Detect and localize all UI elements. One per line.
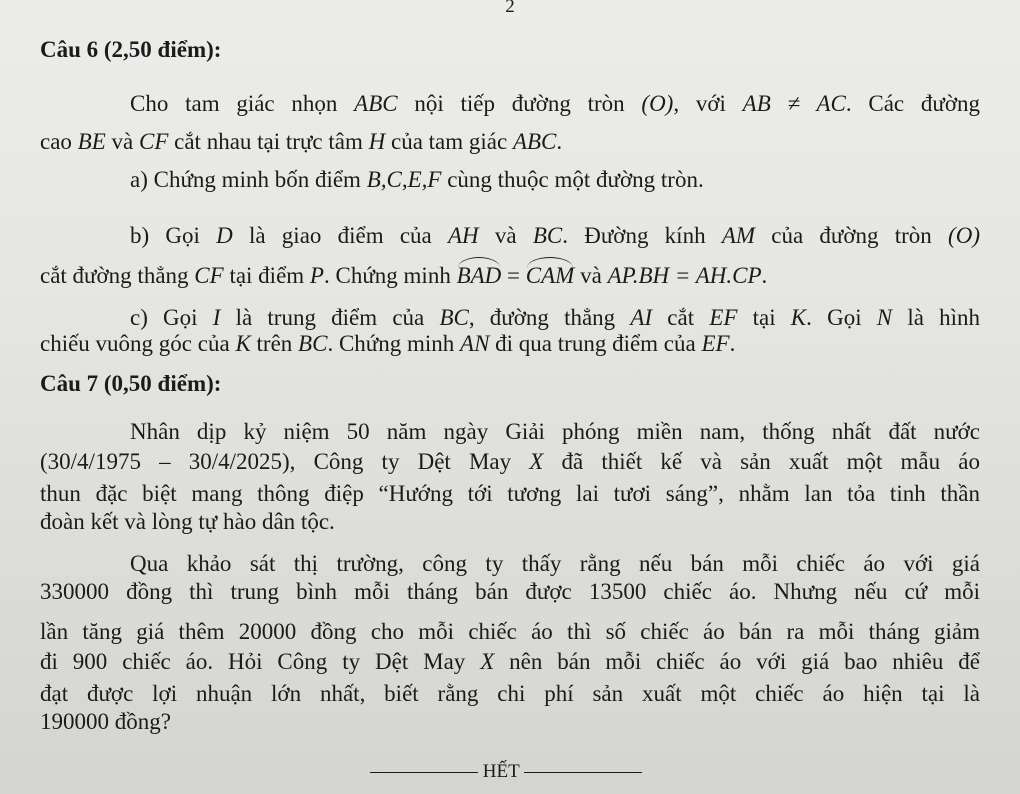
text-run: cùng thuộc một đường tròn.: [441, 167, 704, 192]
math-expression: EF: [701, 331, 730, 356]
q6-intro-line-1: [130, 90, 980, 118]
text-run: , đường thẳng: [468, 305, 631, 330]
text-run: . Chứng minh: [327, 331, 461, 356]
q7-para-2-line-3: [40, 618, 980, 646]
q6-part-c-line-2: [40, 330, 735, 358]
end-rule-right: [524, 772, 642, 773]
text-run: cắt: [652, 305, 710, 330]
page-number: 2: [505, 0, 515, 17]
text-run: đi 900 chiếc áo. Hỏi Công ty Dệt May: [40, 649, 481, 674]
math-expression: I: [212, 305, 221, 330]
q7-para-1-line-3: [40, 480, 980, 508]
text-run: . Đường kính: [562, 223, 722, 248]
text-run: của đường tròn: [755, 223, 949, 248]
q7-para-2-line-6: [40, 708, 171, 736]
text-run: là giao điểm của: [232, 223, 448, 248]
q7-para-2-line-5: [40, 680, 980, 708]
q7-para-1-line-4: [40, 508, 335, 536]
text-run: 330000 đồng thì trung bình mỗi tháng bán được 13500 chiếc áo. Nhưng nếu cứ mỗi: [40, 579, 980, 604]
q6-part-b-line-2: [40, 262, 767, 290]
end-rule-left: [370, 772, 478, 773]
q6-part-a: [130, 166, 704, 194]
text-run: nội tiếp đường tròn: [397, 91, 642, 116]
math-expression: AH: [448, 223, 479, 248]
text-run: trên: [250, 331, 299, 356]
math-expression: X: [529, 449, 544, 474]
math-expression: AP.BH = AH.CP: [607, 263, 762, 288]
text-run: a) Chứng minh bốn điểm: [130, 167, 367, 192]
end-text: HẾT: [482, 761, 520, 782]
q7-para-2-line-4: [40, 648, 980, 676]
text-run: cắt đường thẳng: [40, 263, 195, 288]
math-expression: D: [216, 223, 233, 248]
text-run: đi qua trung điểm của: [489, 331, 702, 356]
text-run: Cho tam giác nhọn: [130, 91, 355, 116]
question-7-heading: Câu 7 (0,50 điểm):: [40, 371, 222, 396]
math-expression: (O): [948, 223, 980, 248]
text-run: và: [574, 263, 608, 288]
text-run: , với: [673, 91, 743, 116]
math-expression: X: [480, 649, 495, 674]
math-expression: B,C,E,F: [366, 167, 442, 192]
text-run: là hình: [892, 305, 980, 330]
math-expression: BE: [77, 129, 106, 154]
text-run: Qua khảo sát thị trường, công ty thấy rằng nếu bán mỗi chiếc áo với giá: [130, 551, 980, 576]
math-expression: (O): [641, 91, 674, 116]
math-expression: AM: [721, 223, 756, 248]
text-run: b) Gọi: [130, 223, 217, 248]
q7-para-1-line-1: [130, 418, 980, 446]
q7-para-1-line-2: [40, 448, 980, 476]
math-expression: CF: [139, 129, 169, 154]
q6-part-c-line-1: [130, 304, 980, 332]
math-expression: BC: [298, 331, 328, 356]
text-run: c) Gọi: [130, 305, 213, 330]
math-expression: N: [876, 305, 893, 330]
text-run: của tam giác: [385, 129, 513, 154]
text-run: đoàn kết và lòng tự hào dân tộc.: [40, 509, 335, 534]
math-expression: P: [309, 263, 324, 288]
text-run: =: [501, 263, 526, 288]
text-run: cao: [40, 129, 78, 154]
angle-arc-notation: CAM: [525, 263, 575, 288]
text-run: tại: [737, 305, 791, 330]
text-run: và: [105, 129, 139, 154]
math-expression: BC: [532, 223, 563, 248]
text-run: 190000 đồng?: [40, 709, 171, 734]
text-run: . Gọi: [806, 305, 877, 330]
text-run: .: [556, 129, 563, 154]
math-expression: ABC: [354, 91, 398, 116]
text-run: đã thiết kế và sản xuất một mẫu áo: [543, 449, 980, 474]
question-6-heading: Câu 6 (2,50 điểm):: [40, 37, 222, 62]
text-run: chiếu vuông góc của: [40, 331, 236, 356]
end-marker: [370, 760, 642, 784]
q7-para-2-line-1: [130, 550, 980, 578]
math-expression: K: [235, 331, 251, 356]
text-run: .: [761, 263, 768, 288]
math-expression: K: [790, 305, 807, 330]
text-run: . Các đường: [845, 91, 980, 116]
text-run: nên bán mỗi chiếc áo với giá bao nhiêu để: [494, 649, 980, 674]
text-run: thun đặc biệt mang thông điệp “Hướng tới tương lai tươi sáng”, nhằm lan tỏa tinh thần: [40, 481, 980, 506]
angle-arc-notation: BAD: [456, 263, 502, 288]
text-run: (30/4/1975 – 30/4/2025), Công ty Dệt May: [40, 449, 530, 474]
math-expression: H: [368, 129, 386, 154]
math-expression: ABC: [512, 129, 557, 154]
text-run: Nhân dịp kỷ niệm 50 năm ngày Giải phóng miền nam, thống nhất đất nước: [130, 419, 980, 444]
text-run: đạt được lợi nhuận lớn nhất, biết rằng chi phí sản xuất một chiếc áo hiện tại là: [40, 681, 980, 706]
text-run: . Chứng minh: [323, 263, 457, 288]
text-run: .: [729, 331, 736, 356]
text-run: và: [478, 223, 533, 248]
text-run: lần tăng giá thêm 20000 đồng cho mỗi chiếc áo thì số chiếc áo bán ra mỗi tháng giảm: [40, 619, 980, 644]
text-run: là trung điểm của: [220, 305, 440, 330]
text-run: tại điểm: [223, 263, 310, 288]
math-expression: AI: [630, 305, 653, 330]
q7-para-2-line-2: [40, 578, 980, 606]
math-expression: AB ≠ AC: [742, 91, 846, 116]
text-run: cắt nhau tại trực tâm: [168, 129, 369, 154]
math-expression: EF: [709, 305, 738, 330]
math-expression: CF: [194, 263, 224, 288]
q6-intro-line-2: [40, 128, 562, 156]
math-expression: AN: [460, 331, 490, 356]
q6-part-b-line-1: [130, 222, 980, 250]
math-expression: BC: [439, 305, 469, 330]
